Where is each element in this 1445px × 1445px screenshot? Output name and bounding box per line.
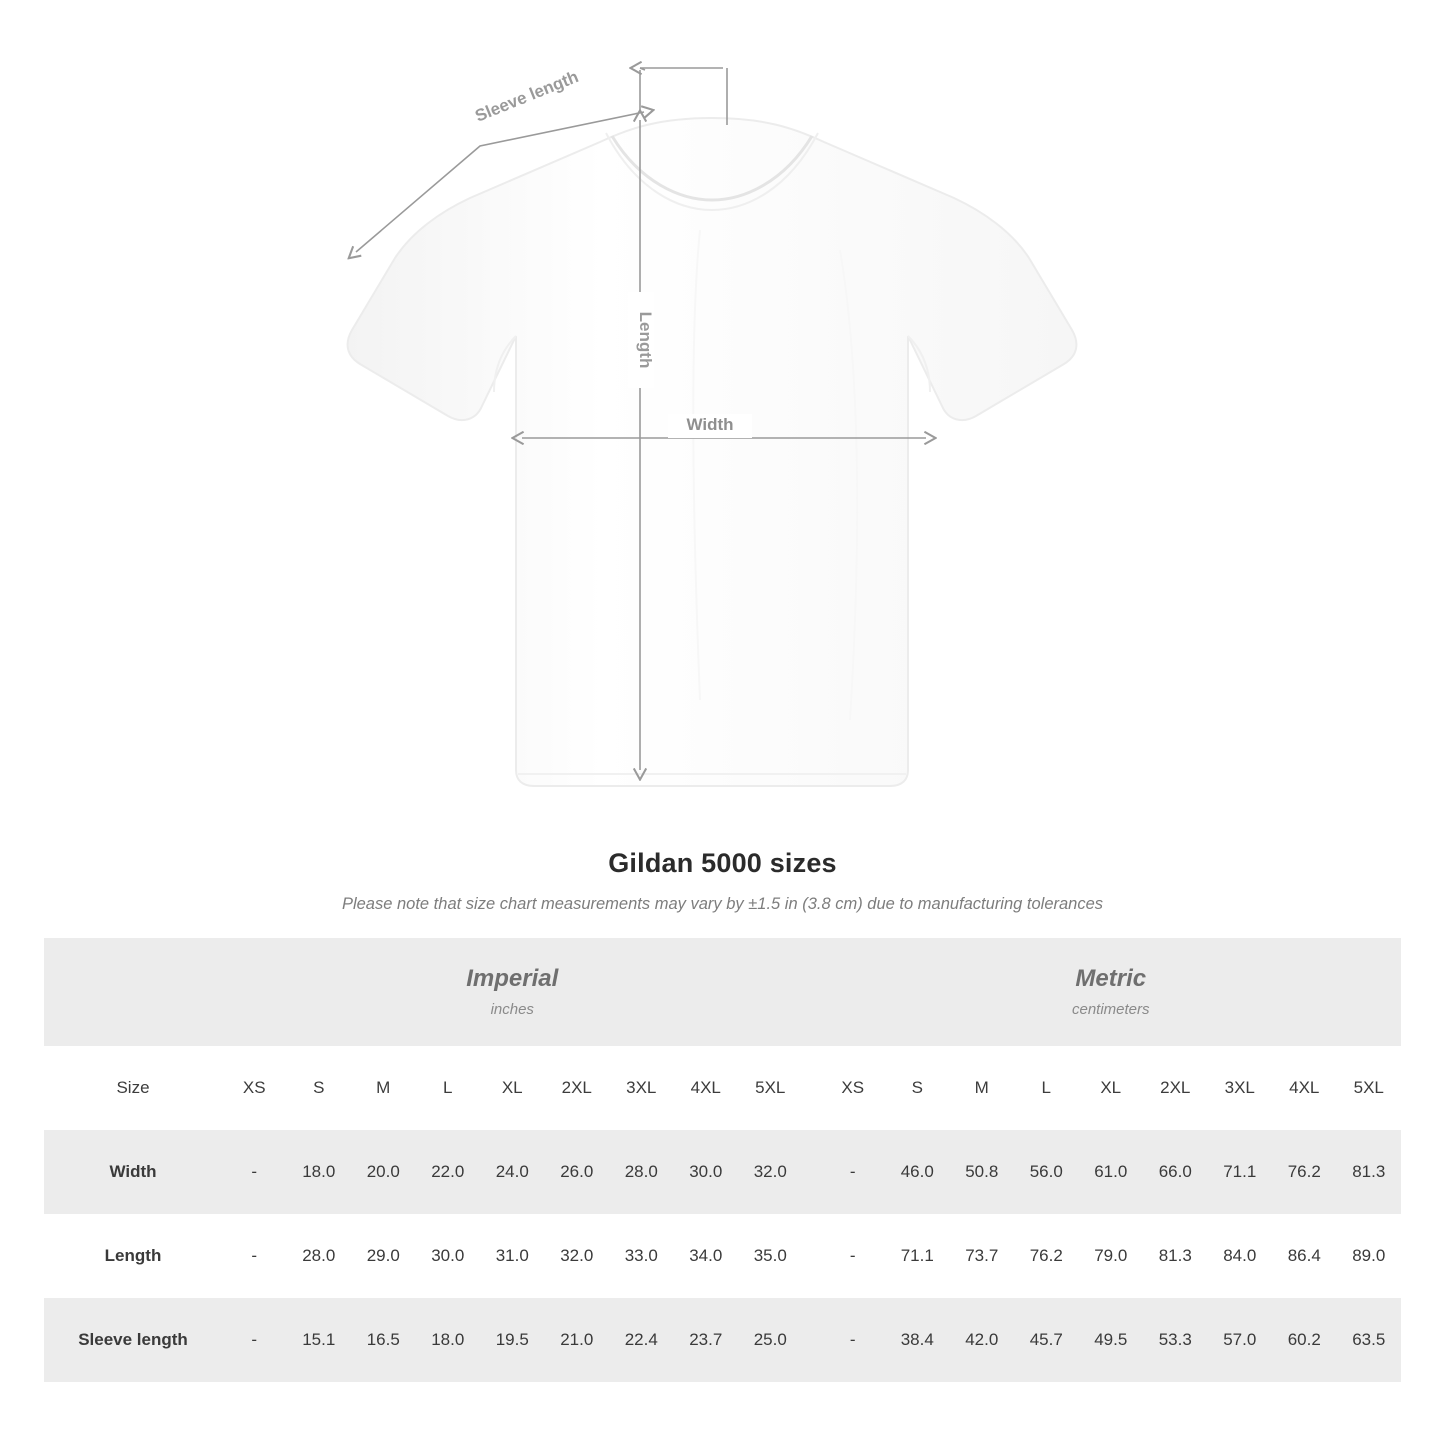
width-metric-l: 56.0 (1014, 1130, 1079, 1214)
width-imperial-5xl: 32.0 (738, 1130, 803, 1214)
size-header-label: Size (44, 1046, 222, 1130)
size-header-imperial-5xl: 5XL (738, 1046, 803, 1130)
size-header-metric-xs: XS (821, 1046, 886, 1130)
unit-group-metric-sub: centimeters (1071, 1000, 1150, 1018)
sleeve-row-gap (803, 1298, 821, 1382)
size-header-imperial-xs: XS (222, 1046, 287, 1130)
row-label-length: Length (44, 1214, 222, 1298)
sleeve-imperial-5xl: 25.0 (738, 1298, 803, 1382)
size-header-gap (803, 1046, 821, 1130)
width-imperial-xl: 24.0 (480, 1130, 545, 1214)
sleeve-metric-l: 45.7 (1014, 1298, 1079, 1382)
tshirt-illustration (348, 118, 1077, 786)
size-header-imperial-xl: XL (480, 1046, 545, 1130)
width-imperial-m: 20.0 (351, 1130, 416, 1214)
length-metric-5xl: 89.0 (1337, 1214, 1402, 1298)
width-metric-xs: - (821, 1130, 886, 1214)
sleeve-metric-5xl: 63.5 (1337, 1298, 1402, 1382)
size-header-metric-5xl: 5XL (1337, 1046, 1402, 1130)
sleeve-metric-m: 42.0 (950, 1298, 1015, 1382)
unit-group-imperial-name: Imperial (466, 965, 559, 993)
row-label-sleeve-length: Sleeve length (44, 1298, 222, 1382)
unit-group-imperial (222, 938, 803, 1046)
size-header-metric-4xl: 4XL (1272, 1046, 1337, 1130)
tolerance-note: Please note that size chart measurements may vary by ±1.5 in (3.8 cm) due to manufacturing tolerances (341, 895, 1104, 913)
width-metric-2xl: 66.0 (1143, 1130, 1208, 1214)
length-metric-4xl: 86.4 (1272, 1214, 1337, 1298)
table-row (44, 1130, 1401, 1214)
sleeve-imperial-s: 15.1 (287, 1298, 352, 1382)
length-row-gap (803, 1214, 821, 1298)
length-metric-m: 73.7 (950, 1214, 1015, 1298)
size-header-imperial-2xl: 2XL (545, 1046, 610, 1130)
width-imperial-s: 18.0 (287, 1130, 352, 1214)
width-metric-xl: 61.0 (1079, 1130, 1144, 1214)
unit-group-metric (821, 938, 1402, 1046)
length-metric-xs: - (821, 1214, 886, 1298)
title-block (0, 848, 1445, 914)
table-row (44, 1214, 1401, 1298)
size-header-imperial-3xl: 3XL (609, 1046, 674, 1130)
size-table (44, 938, 1401, 1382)
sleeve-imperial-xl: 19.5 (480, 1298, 545, 1382)
sleeve-imperial-m: 16.5 (351, 1298, 416, 1382)
length-label: Length (636, 311, 655, 369)
unit-banner-gap (803, 938, 821, 1046)
sleeve-imperial-xs: - (222, 1298, 287, 1382)
sleeve-metric-4xl: 60.2 (1272, 1298, 1337, 1382)
length-imperial-4xl: 34.0 (674, 1214, 739, 1298)
size-header-metric-s: S (885, 1046, 950, 1130)
size-header-imperial-s: S (287, 1046, 352, 1130)
width-imperial-l: 22.0 (416, 1130, 481, 1214)
length-imperial-3xl: 33.0 (609, 1214, 674, 1298)
page-title: Gildan 5000 sizes (608, 848, 837, 878)
sleeve-metric-2xl: 53.3 (1143, 1298, 1208, 1382)
sleeve-imperial-l: 18.0 (416, 1298, 481, 1382)
row-label-width: Width (44, 1130, 222, 1214)
length-metric-l: 76.2 (1014, 1214, 1079, 1298)
width-metric-s: 46.0 (885, 1130, 950, 1214)
length-imperial-s: 28.0 (287, 1214, 352, 1298)
size-header-imperial-4xl: 4XL (674, 1046, 739, 1130)
sleeve-imperial-4xl: 23.7 (674, 1298, 739, 1382)
width-imperial-3xl: 28.0 (609, 1130, 674, 1214)
size-header-metric-2xl: 2XL (1143, 1046, 1208, 1130)
length-metric-3xl: 84.0 (1208, 1214, 1273, 1298)
width-metric-4xl: 76.2 (1272, 1130, 1337, 1214)
unit-group-imperial-sub: inches (490, 1000, 534, 1018)
length-imperial-5xl: 35.0 (738, 1214, 803, 1298)
table-row (44, 1298, 1401, 1382)
sleeve-metric-s: 38.4 (885, 1298, 950, 1382)
width-imperial-2xl: 26.0 (545, 1130, 610, 1214)
length-imperial-2xl: 32.0 (545, 1214, 610, 1298)
width-metric-m: 50.8 (950, 1130, 1015, 1214)
sleeve-metric-3xl: 57.0 (1208, 1298, 1273, 1382)
sleeve-metric-xs: - (821, 1298, 886, 1382)
size-header-metric-l: L (1014, 1046, 1079, 1130)
sleeve-metric-xl: 49.5 (1079, 1298, 1144, 1382)
length-imperial-xl: 31.0 (480, 1214, 545, 1298)
sleeve-length-label: Sleeve length (472, 67, 582, 126)
width-metric-3xl: 71.1 (1208, 1130, 1273, 1214)
length-imperial-m: 29.0 (351, 1214, 416, 1298)
width-row-gap (803, 1130, 821, 1214)
width-imperial-xs: - (222, 1130, 287, 1214)
length-metric-s: 71.1 (885, 1214, 950, 1298)
size-header-row (44, 1046, 1401, 1130)
length-imperial-l: 30.0 (416, 1214, 481, 1298)
length-metric-xl: 79.0 (1079, 1214, 1144, 1298)
sleeve-imperial-3xl: 22.4 (609, 1298, 674, 1382)
size-header-metric-xl: XL (1079, 1046, 1144, 1130)
width-metric-5xl: 81.3 (1337, 1130, 1402, 1214)
size-header-imperial-l: L (416, 1046, 481, 1130)
sleeve-imperial-2xl: 21.0 (545, 1298, 610, 1382)
unit-banner-row (44, 938, 1401, 1046)
size-table-wrapper (0, 938, 1445, 1382)
width-imperial-4xl: 30.0 (674, 1130, 739, 1214)
unit-group-metric-name: Metric (1075, 965, 1147, 993)
width-label: Width (686, 415, 734, 434)
length-metric-2xl: 81.3 (1143, 1214, 1208, 1298)
size-header-imperial-m: M (351, 1046, 416, 1130)
unit-banner-spacer (44, 938, 222, 1046)
length-imperial-xs: - (222, 1214, 287, 1298)
size-header-metric-m: M (950, 1046, 1015, 1130)
size-header-metric-3xl: 3XL (1208, 1046, 1273, 1130)
